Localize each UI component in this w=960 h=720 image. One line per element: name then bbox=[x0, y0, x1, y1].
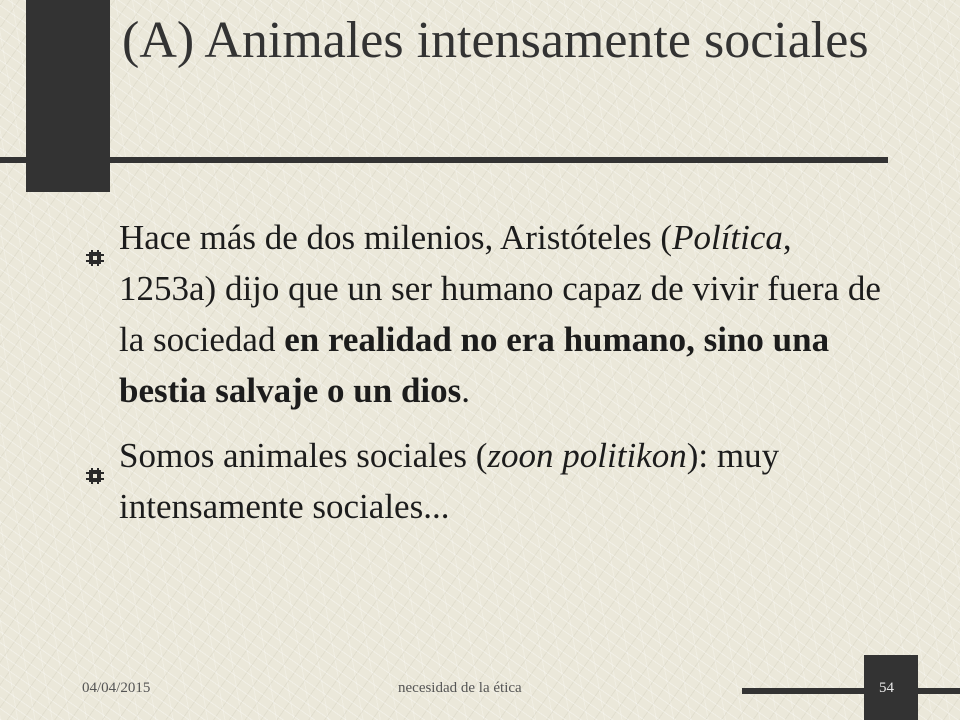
bullet-list bbox=[86, 212, 886, 546]
bullet-text-part: zoon politikon bbox=[487, 436, 687, 475]
bullet-text-part: . bbox=[461, 371, 471, 410]
bullet-text-part: Hace más de dos milenios, Aristóteles ( bbox=[119, 218, 673, 257]
page-number: 54 bbox=[879, 680, 894, 696]
bullet-text-part: Somos animales sociales ( bbox=[119, 436, 488, 475]
bullet-item bbox=[86, 212, 886, 416]
square-bullet-icon bbox=[86, 447, 104, 463]
bullet-text-part: ): muy intensamente sociales... bbox=[119, 436, 780, 526]
bullet-text-part: Política bbox=[672, 218, 783, 257]
bullet-text-part: en realidad no era humano, sino una bestia salvaje o un dios bbox=[119, 320, 830, 410]
title-divider bbox=[0, 157, 888, 163]
bullet-item bbox=[86, 430, 886, 532]
footer-divider bbox=[742, 688, 960, 694]
slide-title: (A) Animales intensamente sociales bbox=[122, 12, 869, 69]
bullet-text-part: , 1253a) dijo que un ser humano capaz de vivir fuera de la sociedad bbox=[119, 218, 881, 359]
footer-date: 04/04/2015 bbox=[82, 680, 151, 696]
title-accent-block bbox=[26, 0, 110, 192]
footer-title: necesidad de la ética bbox=[398, 680, 522, 696]
square-bullet-icon bbox=[86, 229, 104, 245]
